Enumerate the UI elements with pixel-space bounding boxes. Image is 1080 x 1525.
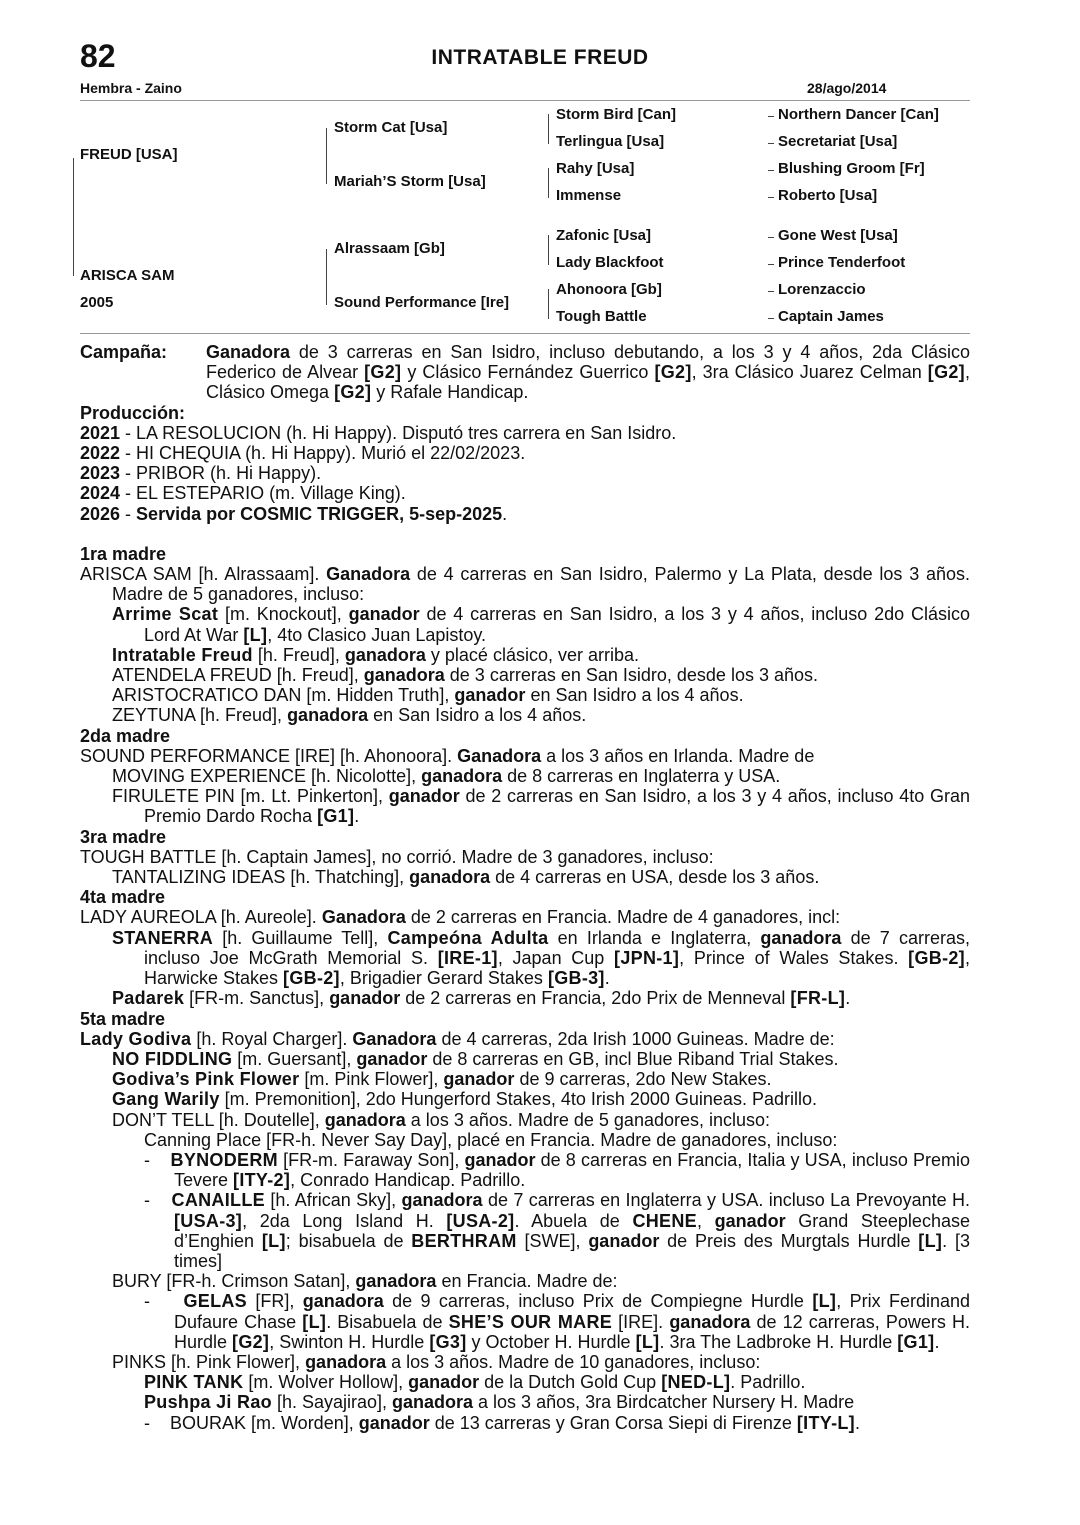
campaign-part: [G2]	[927, 362, 965, 383]
entry-text: [h. Sayajirao],	[271, 1392, 392, 1413]
entry-text: de 3 carreras en San Isidro, desde los 3 años.	[444, 665, 818, 686]
entry-text: , Japan Cup	[497, 947, 615, 968]
entry-text: [FR-m. Faraway Son],	[277, 1149, 465, 1170]
campaign-text	[206, 342, 970, 403]
emphasis-text: ganadora	[409, 867, 491, 888]
entry-text: -	[144, 1190, 172, 1211]
emphasis-text: PINK TANK	[144, 1372, 244, 1393]
entry-text: . Padrillo.	[730, 1372, 806, 1393]
bracket-line	[548, 235, 549, 265]
entry-text: TOUGH BATTLE [h. Captain James], no corrió. Madre de 3 ganadores, incluso:	[80, 846, 714, 867]
entry-text: ; bisabuela de	[285, 1230, 412, 1251]
campaign-part: y Clásico Fernández Guerrico	[401, 362, 655, 383]
emphasis-text: ganador	[348, 604, 420, 625]
tick	[768, 197, 774, 198]
entry-text: en San Isidro a los 4 años.	[368, 705, 587, 726]
emphasis-text: ganador	[464, 1149, 536, 1170]
emphasis-text: CANAILLE	[171, 1190, 265, 1211]
entry-text: ARISTOCRATICO DAN [m. Hidden Truth],	[112, 685, 455, 706]
entry-text: ,	[696, 1210, 715, 1231]
entry-text: en Francia. Madre de:	[436, 1271, 618, 1292]
entry-text: DON’T TELL [h. Doutelle],	[112, 1109, 325, 1130]
entry-text: -	[144, 1149, 171, 1170]
emphasis-text: ganadora	[760, 927, 842, 948]
entry-text: de 7 carreras en Inglaterra y USA. incluso La Prevoyante H.	[482, 1190, 971, 1211]
emphasis-text: ganadora	[392, 1392, 474, 1413]
campaign-part: [G2]	[364, 362, 402, 383]
entry-text: [SWE],	[516, 1230, 589, 1251]
entry-text: [m. Pink Flower],	[299, 1069, 444, 1090]
family-entry	[80, 1089, 970, 1109]
lot-number: 82	[80, 38, 116, 74]
emphasis-text: SHE’S OUR MARE	[448, 1311, 613, 1332]
entry-text: de 2 carreras en Francia, 2do Prix de Menneval	[400, 988, 791, 1009]
entry-text: [h. Royal Charger].	[191, 1028, 353, 1049]
production-service: Servida por COSMIC TRIGGER, 5-sep-2025	[136, 503, 503, 524]
top-divider	[80, 100, 970, 101]
section-heading: 2da madre	[80, 725, 171, 746]
dam-sections	[80, 544, 970, 1433]
campaign-part: Ganadora	[206, 342, 291, 362]
entry-text: en San Isidro a los 4 años.	[525, 685, 744, 706]
production-year: 2021	[80, 422, 121, 443]
emphasis-text: [FR-L]	[790, 988, 846, 1009]
emphasis-text: [IRE-1]	[437, 947, 498, 968]
family-entry	[80, 685, 970, 705]
pedigree-gen2: Storm Cat [Usa]	[334, 119, 448, 136]
entry-text: .	[354, 806, 360, 827]
production-item	[80, 463, 970, 483]
pedigree-dam: ARISCA SAM	[80, 267, 175, 284]
production-item	[80, 443, 970, 463]
entry-text: .	[845, 988, 851, 1009]
tick	[768, 170, 774, 171]
entry-text: SOUND PERFORMANCE [IRE] [h. Ahonoora].	[80, 745, 458, 766]
family-entry	[80, 604, 970, 644]
pedigree-gen3: Zafonic [Usa]	[556, 227, 652, 244]
pedigree-gen2: Sound Performance [Ire]	[334, 294, 510, 311]
production-year: 2022	[80, 443, 121, 464]
family-entry	[80, 705, 970, 725]
family-entry	[80, 1150, 970, 1190]
emphasis-text: ganador	[454, 685, 526, 706]
entry-text: Grand Steeplechase d’Enghien	[174, 1210, 970, 1251]
production-item	[80, 423, 970, 443]
entry-text: de 4 carreras en San Isidro, a los 3 y 4 años, incluso 2do Clásico Lord At War	[144, 604, 970, 645]
entry-text: [m. Wolver Hollow],	[243, 1372, 409, 1393]
pedigree-gen3: Lady Blackfoot	[556, 254, 664, 271]
entry-text: [h. Freud],	[252, 644, 345, 665]
emphasis-text: Arrime Scat	[112, 604, 219, 625]
family-entry	[80, 1029, 970, 1049]
campaign-part: [G2]	[654, 362, 692, 383]
family-entry	[80, 1130, 970, 1150]
pedigree-gen4: Prince Tenderfoot	[778, 254, 906, 271]
production-text: .	[502, 503, 508, 524]
entry-text: , 2da Long Island H.	[242, 1210, 447, 1231]
emphasis-text: [L]	[302, 1311, 327, 1332]
entry-text: de 4 carreras en USA, desde los 3 años.	[490, 867, 820, 888]
entry-text: a los 3 años. Madre de 5 ganadores, incluso:	[405, 1109, 771, 1130]
production-item	[80, 504, 970, 524]
emphasis-text: CHENE	[632, 1210, 697, 1231]
production-year: 2024	[80, 483, 121, 504]
family-entry	[80, 988, 970, 1008]
emphasis-text: [GB-2]	[908, 947, 965, 968]
entry-text: de 8 carreras en Francia, Italia y USA, incluso Premio Tevere	[174, 1149, 970, 1191]
entry-text: , Prince of Wales Stakes.	[679, 947, 909, 968]
emphasis-text: Ganadora	[352, 1028, 437, 1049]
family-entry	[80, 1392, 970, 1412]
entry-text: y October H. Hurdle	[466, 1331, 636, 1352]
emphasis-text: ganadora	[421, 766, 503, 787]
pedigree-divider	[80, 333, 970, 334]
emphasis-text: [L]	[635, 1331, 660, 1352]
family-entry	[80, 867, 970, 887]
entry-text: . 3ra The Ladbroke H. Hurdle	[659, 1331, 898, 1352]
entry-text: de 8 carreras en Inglaterra y USA.	[502, 766, 781, 787]
entry-text: de 12 carreras, Powers H. Hurdle	[174, 1311, 970, 1352]
section-heading: 3ra madre	[80, 826, 167, 847]
emphasis-text: [USA-3]	[174, 1210, 243, 1231]
entry-text: de 8 carreras en GB, incl Blue Riband Trial Stakes.	[427, 1048, 839, 1069]
pedigree-gen3: Rahy [Usa]	[556, 160, 635, 177]
emphasis-text: [JPN-1]	[614, 947, 680, 968]
pedigree-gen4: Roberto [Usa]	[778, 187, 878, 204]
family-entry	[80, 645, 970, 665]
pedigree-gen4: Northern Dancer [Can]	[778, 106, 939, 123]
entry-text: LADY AUREOLA [h. Aureole].	[80, 907, 322, 928]
emphasis-text: ganador	[443, 1069, 515, 1090]
family-entry	[80, 1352, 970, 1372]
entry-text: [IRE].	[612, 1311, 670, 1332]
sex-color: Hembra - Zaino	[80, 80, 182, 96]
entry-text: TANTALIZING IDEAS [h. Thatching],	[112, 867, 410, 888]
campaign-part: y Rafale Handicap.	[371, 382, 529, 403]
bracket-line	[548, 289, 549, 319]
emphasis-text: [G2]	[232, 1331, 270, 1352]
campaign-part: [G2]	[334, 382, 372, 403]
entry-text: -	[144, 1291, 184, 1312]
pedigree-gen4: Lorenzaccio	[778, 281, 866, 298]
campaign-part: , Clásico Omega	[206, 362, 970, 403]
production-text: - LA RESOLUCION (h. Hi Happy). Disputó tres carrera en San Isidro.	[120, 422, 677, 443]
campaign-label: Campaña:	[80, 342, 168, 362]
entry-text: BURY [FR-h. Crimson Satan],	[112, 1271, 356, 1292]
entry-text: Canning Place [FR-h. Never Say Day], placé en Francia. Madre de ganadores, incluso:	[144, 1129, 838, 1150]
emphasis-text: [L]	[243, 624, 268, 645]
pedigree-gen3: Immense	[556, 187, 622, 204]
entry-text: [m. Guersant],	[232, 1048, 357, 1069]
family-entry	[80, 1372, 970, 1392]
family-entry	[80, 1049, 970, 1069]
emphasis-text: STANERRA	[112, 927, 214, 948]
entry-text: - BOURAK [m. Worden],	[144, 1412, 359, 1433]
tick	[768, 143, 774, 144]
emphasis-text: ganadora	[324, 1109, 406, 1130]
emphasis-text: ganador	[356, 1048, 428, 1069]
emphasis-text: [GB-2]	[283, 968, 340, 989]
pedigree-gen3: Storm Bird [Can]	[556, 106, 676, 123]
emphasis-text: [G1]	[317, 806, 355, 827]
family-entry	[80, 1069, 970, 1089]
production-year: 2026	[80, 503, 121, 524]
emphasis-text: Padarek	[112, 988, 185, 1009]
birth-date: 28/ago/2014	[807, 80, 887, 96]
emphasis-text: ganador	[358, 1412, 430, 1433]
entry-text: a los 3 años, 3ra Birdcatcher Nursery H. Madre	[473, 1392, 855, 1413]
entry-text: de 4 carreras, 2da Irish 1000 Guineas. Madre de:	[436, 1028, 835, 1049]
bracket-line	[548, 114, 549, 144]
emphasis-text: Ganadora	[326, 564, 411, 585]
production-text: - PRIBOR (h. Hi Happy).	[120, 463, 322, 484]
emphasis-text: Intratable Freud	[112, 644, 253, 665]
tick	[768, 237, 774, 238]
emphasis-text: BYNODERM	[170, 1149, 278, 1170]
family-entry	[80, 746, 970, 766]
family-entry	[80, 1413, 970, 1433]
bracket-line	[548, 168, 549, 198]
entry-text: de 9 carreras, 2do New Stakes.	[514, 1069, 772, 1090]
tick	[768, 116, 774, 117]
pedigree-gen4: Captain James	[778, 308, 884, 325]
entry-text: a los 3 años. Madre de 10 ganadores, incluso:	[386, 1351, 761, 1372]
production-text: - HI CHEQUIA (h. Hi Happy). Murió el 22/02/2023.	[120, 443, 526, 464]
emphasis-text: ganadora	[302, 1291, 384, 1312]
emphasis-text: [NED-L]	[661, 1372, 731, 1393]
emphasis-text: ganador	[329, 988, 401, 1009]
emphasis-text: [ITY-2]	[233, 1170, 291, 1191]
entry-text: [m. Premonition], 2do Hungerford Stakes, 4to Irish 2000 Guineas. Padrillo.	[219, 1089, 817, 1110]
family-entry	[80, 1271, 970, 1291]
entry-text: , Swinton H. Hurdle	[269, 1331, 430, 1352]
emphasis-text: [USA-2]	[446, 1210, 515, 1231]
family-entry	[80, 1110, 970, 1130]
entry-text: de la Dutch Gold Cup	[479, 1372, 662, 1393]
entry-text: de 4 carreras en San Isidro, Palermo y La Plata, desde los 3 años. Madre de 5 ganadores, incluso:	[112, 564, 970, 605]
emphasis-text: ganadora	[344, 644, 426, 665]
pedigree-gen4: Secretariat [Usa]	[778, 133, 898, 150]
entry-text: , Conrado Handicap. Padrillo.	[290, 1170, 526, 1191]
family-entry	[80, 1190, 970, 1271]
pedigree-gen2: Alrassaam [Gb]	[334, 240, 445, 257]
production-year: 2023	[80, 463, 121, 484]
emphasis-text: [GB-3]	[547, 968, 605, 989]
pedigree-gen2: Mariah’S Storm [Usa]	[334, 173, 486, 190]
entry-text: [h. Guillaume Tell],	[213, 927, 388, 948]
entry-text: de 2 carreras en San Isidro, a los 3 y 4 años, incluso 4to Gran Premio Dardo Rocha	[144, 786, 970, 827]
production-label: Producción:	[80, 402, 186, 423]
emphasis-text: [ITY-L]	[796, 1412, 855, 1433]
family-entry	[80, 665, 970, 685]
pedigree-gen4: Blushing Groom [Fr]	[778, 160, 925, 177]
entry-text: , Brigadier Gerard Stakes	[339, 968, 548, 989]
entry-text: [FR],	[247, 1291, 303, 1312]
entry-text: de 13 carreras y Gran Corsa Siepi di Firenze	[429, 1412, 797, 1433]
entry-text: .	[854, 1412, 860, 1433]
section-heading: 5ta madre	[80, 1008, 166, 1029]
production-text: - EL ESTEPARIO (m. Village King).	[120, 483, 406, 504]
production-item	[80, 483, 970, 503]
emphasis-text: Gang Warily	[112, 1089, 220, 1110]
emphasis-text: GELAS	[183, 1291, 247, 1312]
family-entry	[80, 847, 970, 867]
emphasis-text: ganador	[408, 1372, 480, 1393]
entry-text: , 4to Clasico Juan Lapistoy.	[267, 624, 487, 645]
production-text: -	[120, 503, 137, 524]
emphasis-text: ganador	[588, 1230, 660, 1251]
entry-text: . Abuela de	[514, 1210, 633, 1231]
pedigree-sire: FREUD [USA]	[80, 146, 178, 163]
emphasis-text: [L]	[261, 1230, 286, 1251]
family-entry	[80, 907, 970, 927]
emphasis-text: Campeóna Adulta	[387, 927, 549, 948]
pedigree-dam-year: 2005	[80, 294, 114, 311]
horse-name: INTRATABLE FREUD	[431, 46, 649, 69]
emphasis-text: ganador	[714, 1210, 786, 1231]
entry-text: ZEYTUNA [h. Freud],	[112, 705, 288, 726]
family-entry	[80, 766, 970, 786]
entry-text: FIRULETE PIN [m. Lt. Pinkerton],	[112, 786, 389, 807]
entry-text: y placé clásico, ver arriba.	[425, 644, 639, 665]
emphasis-text: ganadora	[363, 665, 445, 686]
section-heading: 1ra madre	[80, 543, 167, 564]
entry-text: ARISCA SAM [h. Alrassaam].	[80, 564, 327, 585]
emphasis-text: NO FIDDLING	[112, 1048, 233, 1069]
emphasis-text: Godiva’s Pink Flower	[112, 1069, 300, 1090]
emphasis-text: Lady Godiva	[80, 1028, 192, 1049]
tick	[768, 291, 774, 292]
bracket-line	[326, 249, 327, 305]
bracket-line	[326, 128, 327, 184]
family-entry	[80, 564, 970, 604]
emphasis-text: [G3]	[429, 1331, 467, 1352]
emphasis-text: [L]	[812, 1291, 837, 1312]
pedigree-gen3: Tough Battle	[556, 308, 647, 325]
tick	[768, 264, 774, 265]
catalog-body	[80, 342, 970, 1433]
entry-text: .	[934, 1331, 940, 1352]
entry-text: de 2 carreras en Francia. Madre de 4 ganadores, incl:	[405, 907, 841, 928]
entry-text: ATENDELA FREUD [h. Freud],	[112, 665, 364, 686]
tick	[768, 318, 774, 319]
entry-text: de Preis des Murgtals Hurdle	[659, 1230, 919, 1251]
entry-text: [h. African Sky],	[264, 1190, 402, 1211]
entry-text: . [3 times]	[174, 1230, 970, 1271]
entry-text: [m. Knockout],	[218, 604, 349, 625]
entry-text: a los 3 años en Irlanda. Madre de	[541, 745, 815, 766]
family-entry	[80, 1291, 970, 1352]
emphasis-text: BERTHRAM	[411, 1230, 517, 1251]
pedigree-gen4: Gone West [Usa]	[778, 227, 898, 244]
entry-text: de 9 carreras, incluso Prix de Compiegne Hurdle	[383, 1291, 813, 1312]
emphasis-text: [L]	[918, 1230, 943, 1251]
entry-text: en Irlanda e Inglaterra,	[548, 927, 761, 948]
emphasis-text: ganador	[388, 786, 460, 807]
entry-text: MOVING EXPERIENCE [h. Nicolotte],	[112, 766, 422, 787]
emphasis-text: ganadora	[355, 1271, 437, 1292]
emphasis-text: [G1]	[897, 1331, 935, 1352]
family-entry	[80, 928, 970, 989]
emphasis-text: ganadora	[287, 705, 369, 726]
emphasis-text: Pushpa Ji Rao	[144, 1392, 272, 1413]
pedigree-gen3: Ahonoora [Gb]	[556, 281, 662, 298]
entry-text: .	[604, 968, 610, 989]
campaign-block	[80, 342, 970, 403]
campaign-part: , 3ra Clásico Juarez Celman	[691, 362, 928, 383]
section-heading: 4ta madre	[80, 887, 166, 908]
pedigree-gen3: Terlingua [Usa]	[556, 133, 665, 150]
campaign-part: de 3 carreras en San Isidro, incluso debutando, a los 3 y 4 años, 2da Clásico Federico de Alvear	[206, 342, 970, 383]
entry-text: . Bisabuela de	[326, 1311, 449, 1332]
emphasis-text: ganadora	[305, 1351, 387, 1372]
bracket-line	[73, 158, 74, 276]
family-entry	[80, 786, 970, 826]
entry-text: , Prix Ferdinand Dufaure Chase	[174, 1291, 970, 1332]
emphasis-text: Ganadora	[321, 907, 406, 928]
entry-text: , Harwicke Stakes	[144, 947, 970, 989]
entry-text: PINKS [h. Pink Flower],	[112, 1351, 306, 1372]
entry-text: de 7 carreras, incluso Joe McGrath Memorial S.	[144, 927, 970, 968]
emphasis-text: Ganadora	[457, 745, 542, 766]
emphasis-text: ganadora	[401, 1190, 483, 1211]
entry-text: [FR-m. Sanctus],	[184, 988, 330, 1009]
emphasis-text: ganadora	[669, 1311, 751, 1332]
